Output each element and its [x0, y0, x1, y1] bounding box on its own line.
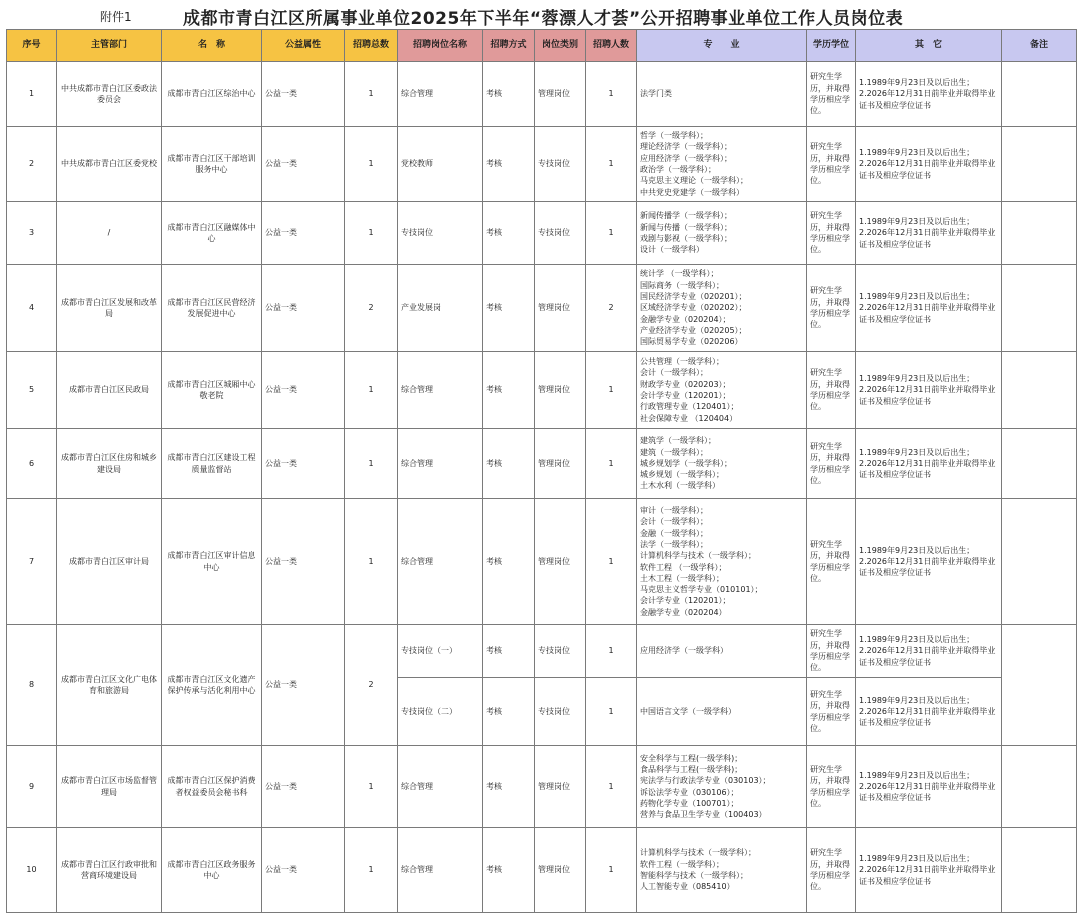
cell-post-name: 党校教师 — [398, 127, 483, 202]
cell-edu: 研究生学历，并取得学历相应学位。 — [807, 828, 856, 913]
cell-major: 应用经济学（一级学科） — [637, 625, 807, 678]
cell-post-name: 综合管理 — [398, 746, 483, 828]
cell-other: 1.1989年9月23日及以后出生； 2.2026年12月31日前毕业并取得毕业证书及相应学位证书 — [856, 429, 1002, 499]
cell-method: 考核 — [483, 746, 535, 828]
header-cell-no: 序号 — [7, 30, 57, 62]
cell-major: 新闻传播学（一级学科）； 新闻与传播（一级学科）； 戏剧与影视（一级学科）； 设计（一级学科） — [637, 202, 807, 265]
cell-other: 1.1989年9月23日及以后出生； 2.2026年12月31日前毕业并取得毕业证书及相应学位证书 — [856, 265, 1002, 352]
cell-count: 1 — [586, 746, 637, 828]
cell-unit: 成都市青白江区建设工程质量监督站 — [162, 429, 262, 499]
cell-post-name: 专技岗位（一） — [398, 625, 483, 678]
header-cell-count: 招聘人数 — [586, 30, 637, 62]
cell-nature: 公益一类 — [262, 352, 345, 429]
cell-post-name: 专技岗位 — [398, 202, 483, 265]
cell-other: 1.1989年9月23日及以后出生； 2.2026年12月31日前毕业并取得毕业证书及相应学位证书 — [856, 62, 1002, 127]
cell-method: 考核 — [483, 499, 535, 625]
cell-remark — [1002, 499, 1077, 625]
cell-post-name: 综合管理 — [398, 828, 483, 913]
cell-other: 1.1989年9月23日及以后出生； 2.2026年12月31日前毕业并取得毕业证书及相应学位证书 — [856, 352, 1002, 429]
header-cell-other: 其 它 — [856, 30, 1002, 62]
cell-count: 1 — [586, 828, 637, 913]
cell-post-name: 产业发展岗 — [398, 265, 483, 352]
cell-major: 公共管理（一级学科）； 会计（一级学科）； 财政学专业（020203）； 会计学专业（120201）； 行政管理专业（120401）； 社会保障专业 （120404） — [637, 352, 807, 429]
cell-dept: 成都市青白江区行政审批和营商环境建设局 — [57, 828, 162, 913]
table-row — [7, 746, 1077, 828]
cell-post-name: 综合管理 — [398, 429, 483, 499]
cell-method: 考核 — [483, 265, 535, 352]
cell-other: 1.1989年9月23日及以后出生； 2.2026年12月31日前毕业并取得毕业证书及相应学位证书 — [856, 127, 1002, 202]
header-row — [7, 30, 1077, 62]
cell-total: 1 — [345, 429, 398, 499]
cell-post-name: 综合管理 — [398, 62, 483, 127]
table-row — [7, 265, 1077, 352]
cell-edu: 研究生学历，并取得学历相应学位。 — [807, 127, 856, 202]
cell-no: 2 — [7, 127, 57, 202]
header-cell-nature: 公益属性 — [262, 30, 345, 62]
cell-edu: 研究生学历，并取得学历相应学位。 — [807, 746, 856, 828]
header-cell-unit: 名 称 — [162, 30, 262, 62]
cell-count: 1 — [586, 429, 637, 499]
cell-dept: 成都市青白江区市场监督管理局 — [57, 746, 162, 828]
cell-post-name: 综合管理 — [398, 352, 483, 429]
cell-major: 审计（一级学科）； 会计（一级学科）； 金融（一级学科）； 法学（一级学科）； 计算机科学与技术（一级学科）； 软件工程 （一级学科）； 土木工程（一级学科）； 马克思主义哲学专业（010101）； 会计学专业（120201）； 金融学专业（020204） — [637, 499, 807, 625]
header-cell-edu: 学历学位 — [807, 30, 856, 62]
cell-no: 10 — [7, 828, 57, 913]
cell-dept: 成都市青白江区住房和城乡建设局 — [57, 429, 162, 499]
cell-total: 1 — [345, 202, 398, 265]
header-cell-category: 岗位类别 — [535, 30, 586, 62]
cell-remark — [1002, 746, 1077, 828]
cell-nature: 公益一类 — [262, 202, 345, 265]
cell-unit: 成都市青白江区干部培训服务中心 — [162, 127, 262, 202]
cell-no: 1 — [7, 62, 57, 127]
table-row — [7, 828, 1077, 913]
cell-dept: 中共成都市青白江区委政法委员会 — [57, 62, 162, 127]
cell-dept: 成都市青白江区民政局 — [57, 352, 162, 429]
cell-count: 1 — [586, 352, 637, 429]
cell-category: 管理岗位 — [535, 746, 586, 828]
cell-no: 8 — [7, 625, 57, 746]
cell-nature: 公益一类 — [262, 62, 345, 127]
cell-count: 1 — [586, 499, 637, 625]
cell-unit: 成都市青白江区审计信息中心 — [162, 499, 262, 625]
cell-major: 安全科学与工程(一级学科)； 食品科学与工程(一级学科)； 宪法学与行政法学专业（030103）； 诉讼法学专业（030106）； 药物化学专业（100701）； 营养与食品卫生学专业（100403） — [637, 746, 807, 828]
cell-method: 考核 — [483, 828, 535, 913]
cell-no: 4 — [7, 265, 57, 352]
cell-edu: 研究生学历，并取得学历相应学位。 — [807, 265, 856, 352]
header-cell-post-name: 招聘岗位名称 — [398, 30, 483, 62]
cell-nature: 公益一类 — [262, 828, 345, 913]
cell-other: 1.1989年9月23日及以后出生； 2.2026年12月31日前毕业并取得毕业证书及相应学位证书 — [856, 202, 1002, 265]
cell-other: 1.1989年9月23日及以后出生； 2.2026年12月31日前毕业并取得毕业证书及相应学位证书 — [856, 678, 1002, 746]
positions-table — [6, 29, 1077, 913]
cell-remark — [1002, 127, 1077, 202]
table-row — [7, 202, 1077, 265]
cell-category: 专技岗位 — [535, 625, 586, 678]
cell-other: 1.1989年9月23日及以后出生； 2.2026年12月31日前毕业并取得毕业证书及相应学位证书 — [856, 746, 1002, 828]
cell-remark — [1002, 62, 1077, 127]
cell-category: 管理岗位 — [535, 828, 586, 913]
cell-dept: 成都市青白江区审计局 — [57, 499, 162, 625]
cell-other: 1.1989年9月23日及以后出生； 2.2026年12月31日前毕业并取得毕业证书及相应学位证书 — [856, 499, 1002, 625]
cell-remark — [1002, 352, 1077, 429]
cell-category: 管理岗位 — [535, 499, 586, 625]
cell-count: 1 — [586, 625, 637, 678]
cell-unit: 成都市青白江区政务服务中心 — [162, 828, 262, 913]
cell-no: 5 — [7, 352, 57, 429]
document-title: 成都市青白江区所属事业单位2025年下半年“蓉漂人才荟”公开招聘事业单位工作人员岗位表 — [183, 9, 904, 29]
cell-method: 考核 — [483, 62, 535, 127]
cell-dept: / — [57, 202, 162, 265]
cell-major: 中国语言文学（一级学科） — [637, 678, 807, 746]
table-row — [7, 499, 1077, 625]
cell-unit: 成都市青白江区保护消费者权益委员会秘书科 — [162, 746, 262, 828]
cell-dept: 成都市青白江区发展和改革局 — [57, 265, 162, 352]
table-row — [7, 127, 1077, 202]
cell-total: 2 — [345, 265, 398, 352]
cell-major: 计算机科学与技术（一级学科）； 软件工程（一级学科）； 智能科学与技术（一级学科）； 人工智能专业（085410） — [637, 828, 807, 913]
cell-edu: 研究生学历，并取得学历相应学位。 — [807, 625, 856, 678]
cell-edu: 研究生学历，并取得学历相应学位。 — [807, 202, 856, 265]
cell-remark — [1002, 202, 1077, 265]
cell-total: 1 — [345, 746, 398, 828]
cell-unit: 成都市青白江区民营经济发展促进中心 — [162, 265, 262, 352]
cell-edu: 研究生学历，并取得学历相应学位。 — [807, 429, 856, 499]
cell-total: 1 — [345, 499, 398, 625]
cell-nature: 公益一类 — [262, 429, 345, 499]
cell-post-name: 专技岗位（二） — [398, 678, 483, 746]
table-row — [7, 429, 1077, 499]
cell-unit: 成都市青白江区融媒体中心 — [162, 202, 262, 265]
cell-category: 专技岗位 — [535, 202, 586, 265]
cell-remark — [1002, 429, 1077, 499]
cell-category: 专技岗位 — [535, 678, 586, 746]
cell-major: 法学门类 — [637, 62, 807, 127]
header-cell-remark: 备注 — [1002, 30, 1077, 62]
cell-major: 建筑学（一级学科）； 建筑（一级学科）； 城乡规划学（一级学科）； 城乡规划（一级学科）； 土木水利（一级学科） — [637, 429, 807, 499]
cell-total: 1 — [345, 828, 398, 913]
cell-no: 9 — [7, 746, 57, 828]
cell-count: 1 — [586, 678, 637, 746]
cell-category: 管理岗位 — [535, 352, 586, 429]
header-cell-method: 招聘方式 — [483, 30, 535, 62]
cell-no: 3 — [7, 202, 57, 265]
cell-count: 1 — [586, 62, 637, 127]
cell-unit: 成都市青白江区文化遗产保护传承与活化利用中心 — [162, 625, 262, 746]
cell-other: 1.1989年9月23日及以后出生； 2.2026年12月31日前毕业并取得毕业证书及相应学位证书 — [856, 625, 1002, 678]
cell-category: 专技岗位 — [535, 127, 586, 202]
cell-major: 哲学（一级学科）； 理论经济学（一级学科）； 应用经济学（一级学科）； 政治学（一级学科）； 马克思主义理论（一级学科）； 中共党史党建学（一级学科） — [637, 127, 807, 202]
attachment-label: 附件1 — [100, 10, 132, 24]
cell-category: 管理岗位 — [535, 429, 586, 499]
cell-total: 1 — [345, 352, 398, 429]
cell-remark — [1002, 625, 1077, 746]
cell-remark — [1002, 828, 1077, 913]
cell-remark — [1002, 265, 1077, 352]
cell-nature: 公益一类 — [262, 265, 345, 352]
cell-unit: 成都市青白江区综治中心 — [162, 62, 262, 127]
cell-dept: 中共成都市青白江区委党校 — [57, 127, 162, 202]
cell-edu: 研究生学历，并取得学历相应学位。 — [807, 678, 856, 746]
cell-edu: 研究生学历，并取得学历相应学位。 — [807, 352, 856, 429]
cell-category: 管理岗位 — [535, 62, 586, 127]
cell-total: 1 — [345, 127, 398, 202]
cell-method: 考核 — [483, 429, 535, 499]
cell-category: 管理岗位 — [535, 265, 586, 352]
cell-count: 1 — [586, 202, 637, 265]
cell-edu: 研究生学历，并取得学历相应学位。 — [807, 499, 856, 625]
cell-nature: 公益一类 — [262, 625, 345, 746]
cell-count: 1 — [586, 127, 637, 202]
cell-nature: 公益一类 — [262, 746, 345, 828]
cell-nature: 公益一类 — [262, 127, 345, 202]
cell-method: 考核 — [483, 202, 535, 265]
table-row — [7, 625, 1077, 678]
cell-no: 7 — [7, 499, 57, 625]
cell-dept: 成都市青白江区文化广电体育和旅游局 — [57, 625, 162, 746]
cell-edu: 研究生学历，并取得学历相应学位。 — [807, 62, 856, 127]
cell-method: 考核 — [483, 127, 535, 202]
header-cell-major: 专 业 — [637, 30, 807, 62]
cell-count: 2 — [586, 265, 637, 352]
cell-other: 1.1989年9月23日及以后出生； 2.2026年12月31日前毕业并取得毕业证书及相应学位证书 — [856, 828, 1002, 913]
title-bar — [0, 0, 1080, 28]
cell-unit: 成都市青白江区城厢中心敬老院 — [162, 352, 262, 429]
table-row — [7, 352, 1077, 429]
cell-post-name: 综合管理 — [398, 499, 483, 625]
cell-method: 考核 — [483, 678, 535, 746]
cell-major: 统计学 （一级学科）； 国际商务（一级学科）； 国民经济学专业（020201）； 区域经济学专业（020202）； 金融学专业（020204）； 产业经济学专业（020205）； 国际贸易学专业（020206） — [637, 265, 807, 352]
cell-nature: 公益一类 — [262, 499, 345, 625]
cell-method: 考核 — [483, 352, 535, 429]
header-cell-dept: 主管部门 — [57, 30, 162, 62]
cell-total: 2 — [345, 625, 398, 746]
table-row — [7, 62, 1077, 127]
cell-method: 考核 — [483, 625, 535, 678]
cell-total: 1 — [345, 62, 398, 127]
cell-no: 6 — [7, 429, 57, 499]
header-cell-total: 招聘总数 — [345, 30, 398, 62]
